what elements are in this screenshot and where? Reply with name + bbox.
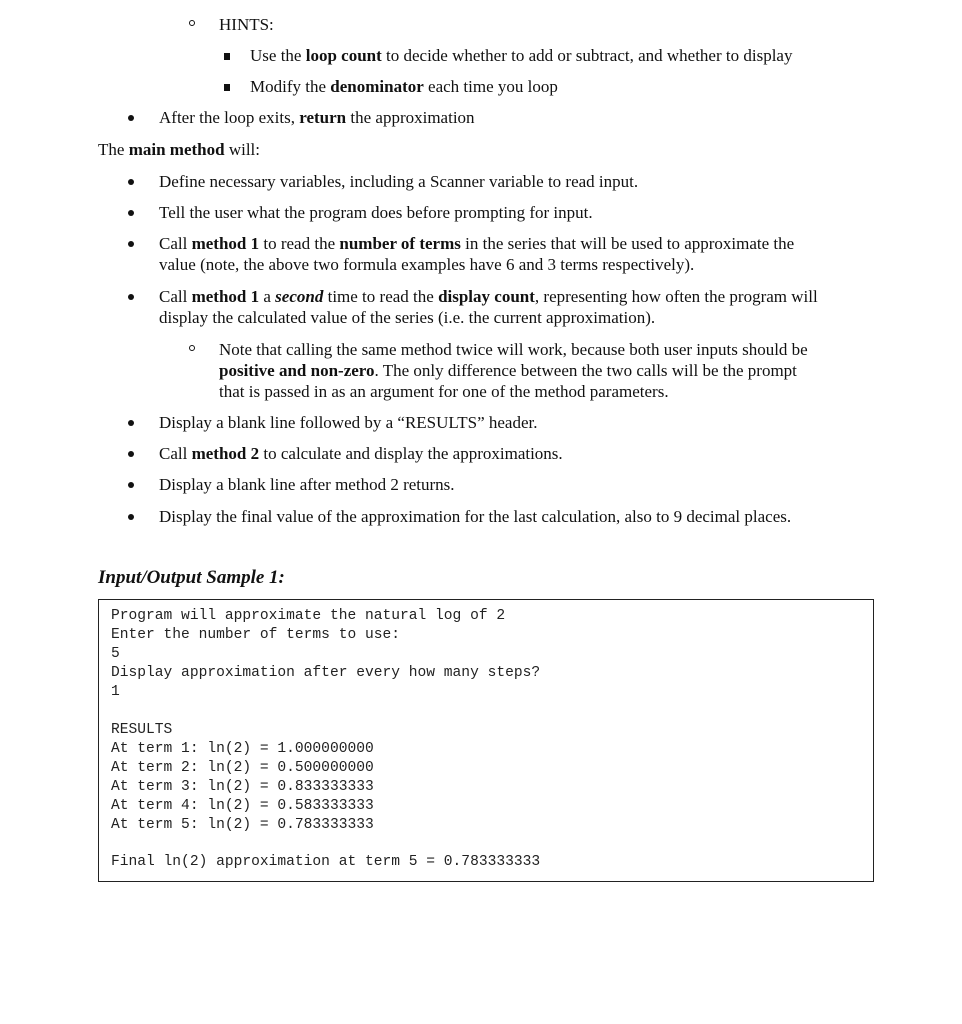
sample-line: RESULTS: [111, 722, 173, 738]
sample-line: Display approximation after every how many steps?: [111, 665, 541, 681]
sample-heading: Input/Output Sample 1:: [98, 567, 285, 588]
define-text: Define necessary variables, including a Scanner variable to read input.: [159, 172, 639, 191]
tell-bullet: [128, 210, 134, 216]
tell-text: Tell the user what the program does before prompting for input.: [159, 203, 593, 222]
blank-results-text: Display a blank line followed by a “RESULTS” header.: [159, 413, 538, 432]
hint-1-bullet: [224, 53, 230, 60]
hints-title: HINTS:: [219, 15, 274, 34]
call2-bullet: [128, 294, 134, 300]
call1-bullet: [128, 241, 134, 247]
sample-line: Enter the number of terms to use:: [111, 627, 401, 643]
call1-line1: Call method 1 to read the number of terms in the series that will be used to approximate the: [159, 234, 795, 253]
blank-after-text: Display a blank line after method 2 returns.: [159, 475, 455, 494]
call2-line1: Call method 1 a second time to read the display count, representing how often the program will: [159, 287, 818, 306]
call-m2-text: Call method 2 to calculate and display the approximations.: [159, 444, 563, 463]
sample-line: 5: [111, 646, 120, 662]
note-line1: Note that calling the same method twice will work, because both user inputs should be: [219, 340, 808, 359]
sample-line: At term 4: ln(2) = 0.583333333: [111, 798, 374, 814]
after-loop-text: After the loop exits, return the approximation: [159, 108, 475, 127]
note-line2: positive and non-zero. The only difference between the two calls will be the prompt: [219, 361, 797, 380]
call1-line2: value (note, the above two formula examples have 6 and 3 terms respectively).: [159, 255, 695, 274]
sample-line: At term 1: ln(2) = 1.000000000: [111, 741, 374, 757]
call2-line2: display the calculated value of the series (i.e. the current approximation).: [159, 308, 656, 327]
note-bullet: [189, 345, 195, 351]
after-loop-bullet: [128, 115, 134, 121]
sample-line: Final ln(2) approximation at term 5 = 0.783333333: [111, 854, 541, 870]
hint-1: Use the loop count to decide whether to add or subtract, and whether to display: [250, 46, 793, 65]
hints-bullet: [189, 20, 195, 26]
sample-line: At term 3: ln(2) = 0.833333333: [111, 779, 374, 795]
sample-line: At term 5: ln(2) = 0.783333333: [111, 817, 374, 833]
hint-2-bullet: [224, 84, 230, 91]
sample-output-box: [98, 599, 874, 882]
call-m2-bullet: [128, 451, 134, 457]
sample-line: Program will approximate the natural log of 2: [111, 608, 506, 624]
final-text: Display the final value of the approximation for the last calculation, also to 9 decimal places.: [159, 507, 792, 526]
sample-line: At term 2: ln(2) = 0.500000000: [111, 760, 374, 776]
hint-2: Modify the denominator each time you loop: [250, 77, 558, 96]
define-bullet: [128, 179, 134, 185]
sample-line: 1: [111, 684, 120, 700]
blank-after-bullet: [128, 482, 134, 488]
main-intro: The main method will:: [98, 140, 260, 159]
blank-results-bullet: [128, 420, 134, 426]
note-line3: that is passed in as an argument for one of the method parameters.: [219, 382, 669, 401]
final-bullet: [128, 514, 134, 520]
